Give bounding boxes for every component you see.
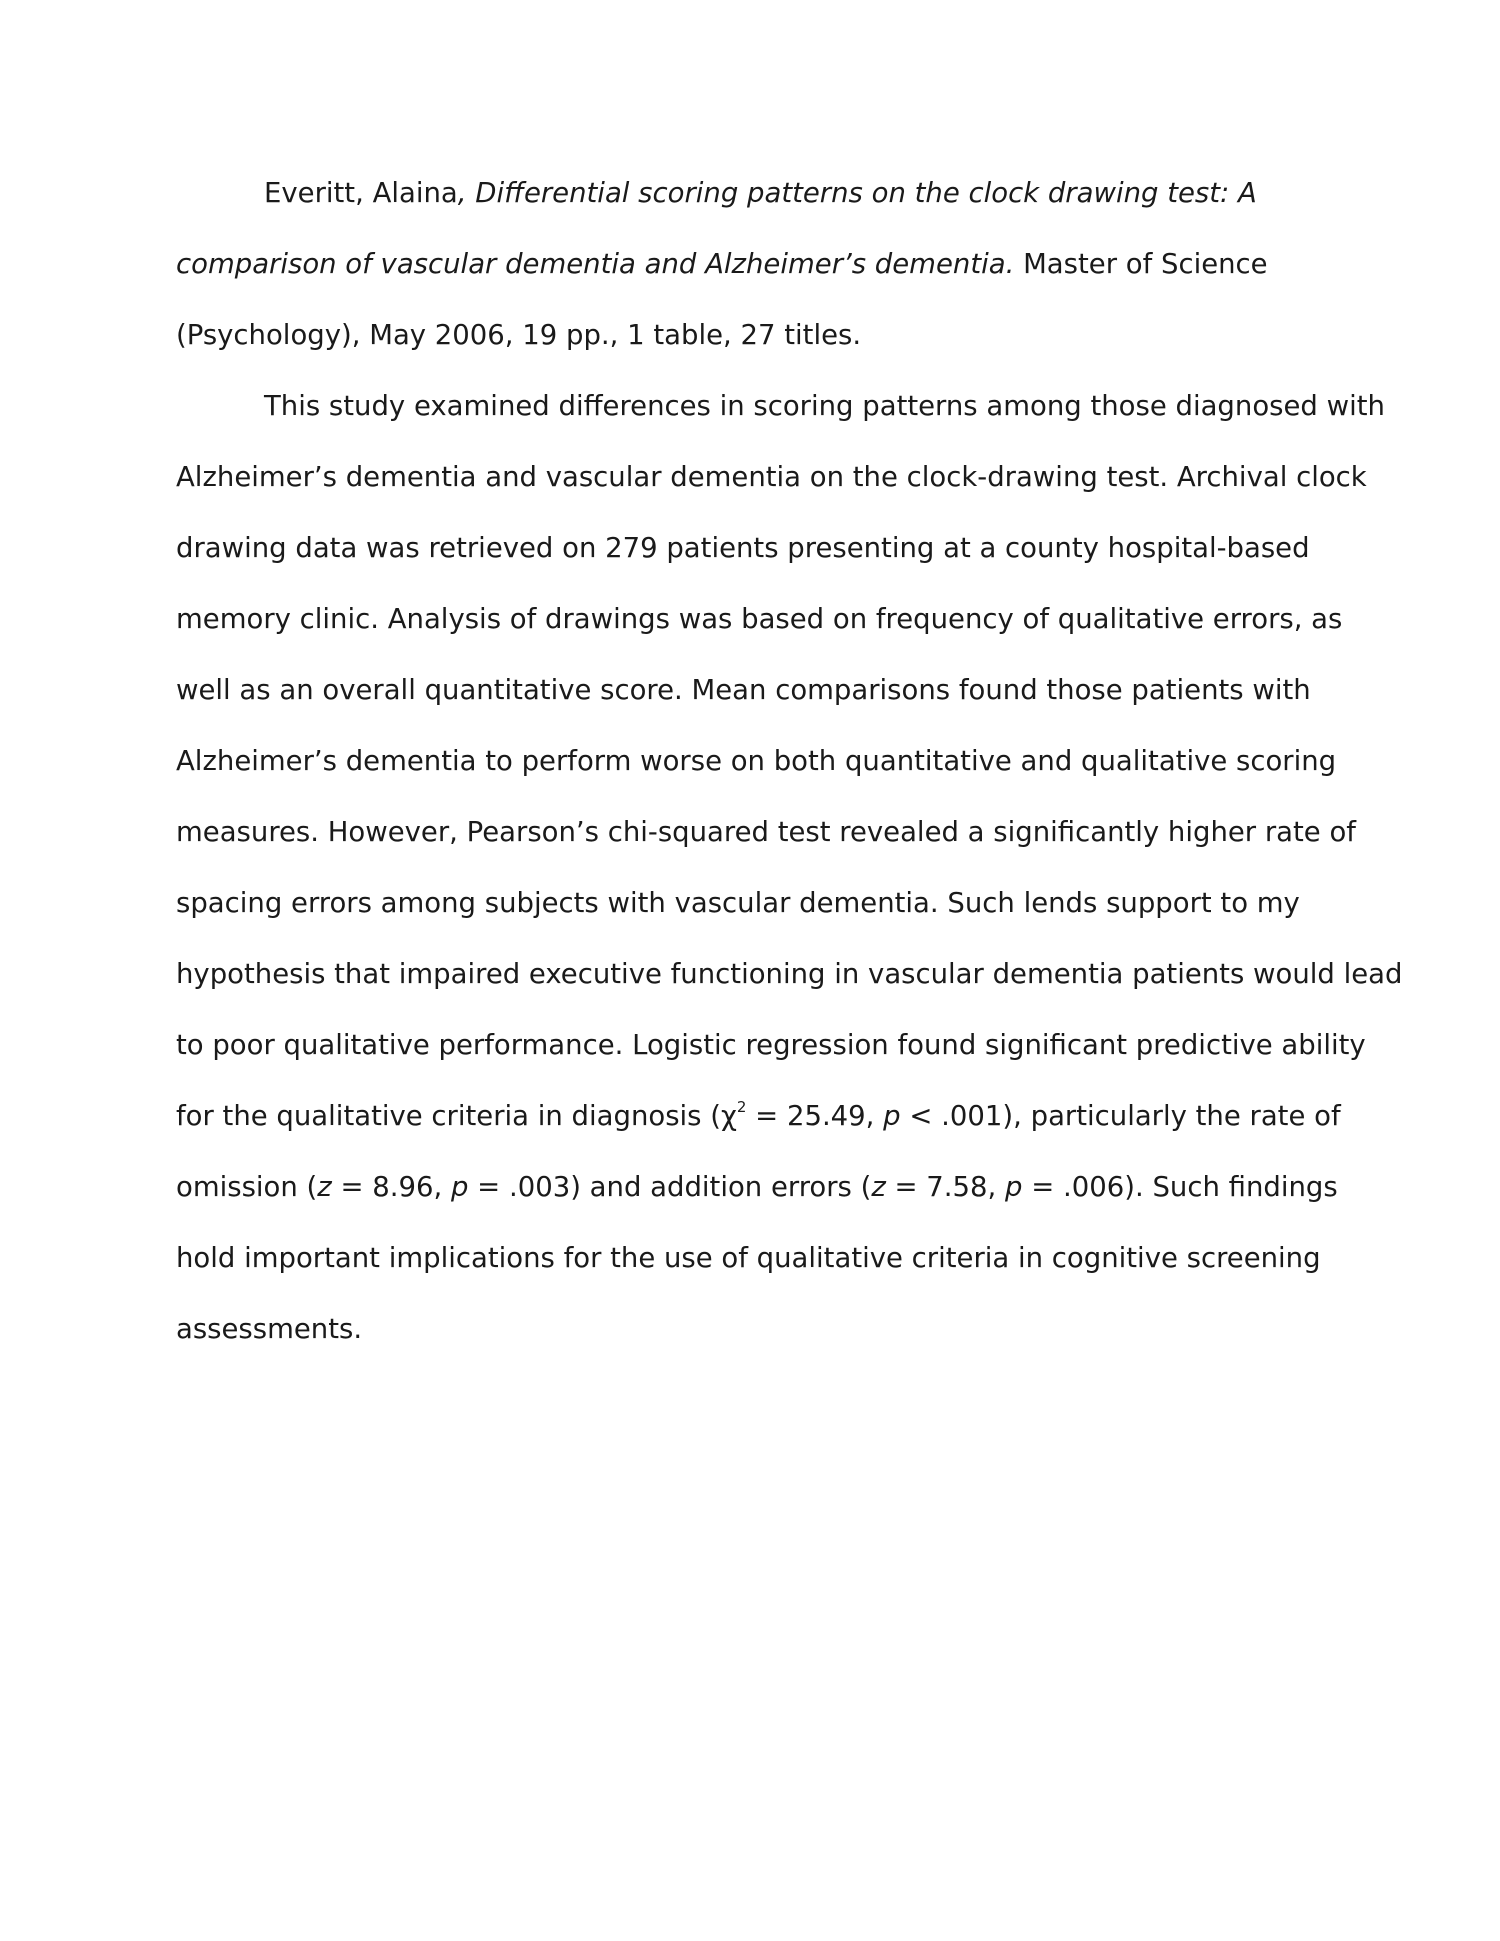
stat-text: = 8.96, [331, 1171, 451, 1203]
citation-degree: Master of Science [1014, 248, 1268, 280]
abstract-line-9: hypothesis that impaired executive functioning in vascular dementia patients would lead [176, 958, 1403, 990]
stat-symbol-z: z [871, 1171, 886, 1203]
stat-text: = .006). Such findings [1022, 1171, 1338, 1203]
abstract-text-block [176, 158, 1403, 1365]
stat-text: = 25.49, [746, 1100, 884, 1132]
abstract-line-7: measures. However, Pearson’s chi-squared test revealed a significantly higher rate of [176, 816, 1356, 848]
stat-symbol-p: p [1005, 1171, 1023, 1203]
abstract-line-14: assessments. [176, 1313, 363, 1345]
abstract-line-1: This study examined differences in scoring patterns among those diagnosed with [264, 390, 1385, 422]
citation-line-2 [176, 229, 1316, 300]
stat-text: = .003) and addition errors ( [468, 1171, 872, 1203]
stat-text: < .001), particularly the rate of [900, 1100, 1341, 1132]
abstract-line-5: well as an overall quantitative score. Mean comparisons found those patients with [176, 674, 1311, 706]
abstract-line-12 [176, 1152, 1338, 1223]
abstract-line-3: drawing data was retrieved on 279 patients presenting at a county hospital-based [176, 532, 1310, 564]
stat-text: omission ( [176, 1171, 318, 1203]
abstract-line-4: memory clinic. Analysis of drawings was based on frequency of qualitative errors, as [176, 603, 1343, 635]
stat-symbol-z: z [317, 1171, 332, 1203]
citation-title-part1: , Differential scoring patterns on the clock drawing test: A [457, 177, 1257, 209]
abstract-line-2: Alzheimer’s dementia and vascular dementia on the clock-drawing test. Archival clock [176, 461, 1367, 493]
stat-symbol-p: p [450, 1171, 469, 1203]
citation-title-part2: comparison of vascular dementia and Alzheimer’s dementia. [176, 248, 1015, 280]
abstract-line-8: spacing errors among subjects with vascular dementia. Such lends support to my [176, 887, 1300, 919]
citation-details: (Psychology), May 2006, 19 pp., 1 table, 27 titles. [176, 319, 862, 351]
stat-text: for the qualitative criteria in diagnosis (χ [176, 1100, 737, 1132]
stat-text: = 7.58, [885, 1171, 1006, 1203]
abstract-line-13: hold important implications for the use of qualitative criteria in cognitive screening [176, 1242, 1321, 1274]
abstract-line-6: Alzheimer’s dementia to perform worse on both quantitative and qualitative scoring [176, 745, 1337, 777]
abstract-line-10: to poor qualitative performance. Logistic regression found significant predictive ability [176, 1029, 1366, 1061]
stat-symbol-p: p [883, 1100, 901, 1132]
citation-author: Everitt, Alaina [264, 177, 458, 209]
abstract-line-11 [176, 1081, 1341, 1152]
chi-squared-superscript: 2 [736, 1097, 747, 1116]
citation-line-1 [176, 158, 1316, 229]
